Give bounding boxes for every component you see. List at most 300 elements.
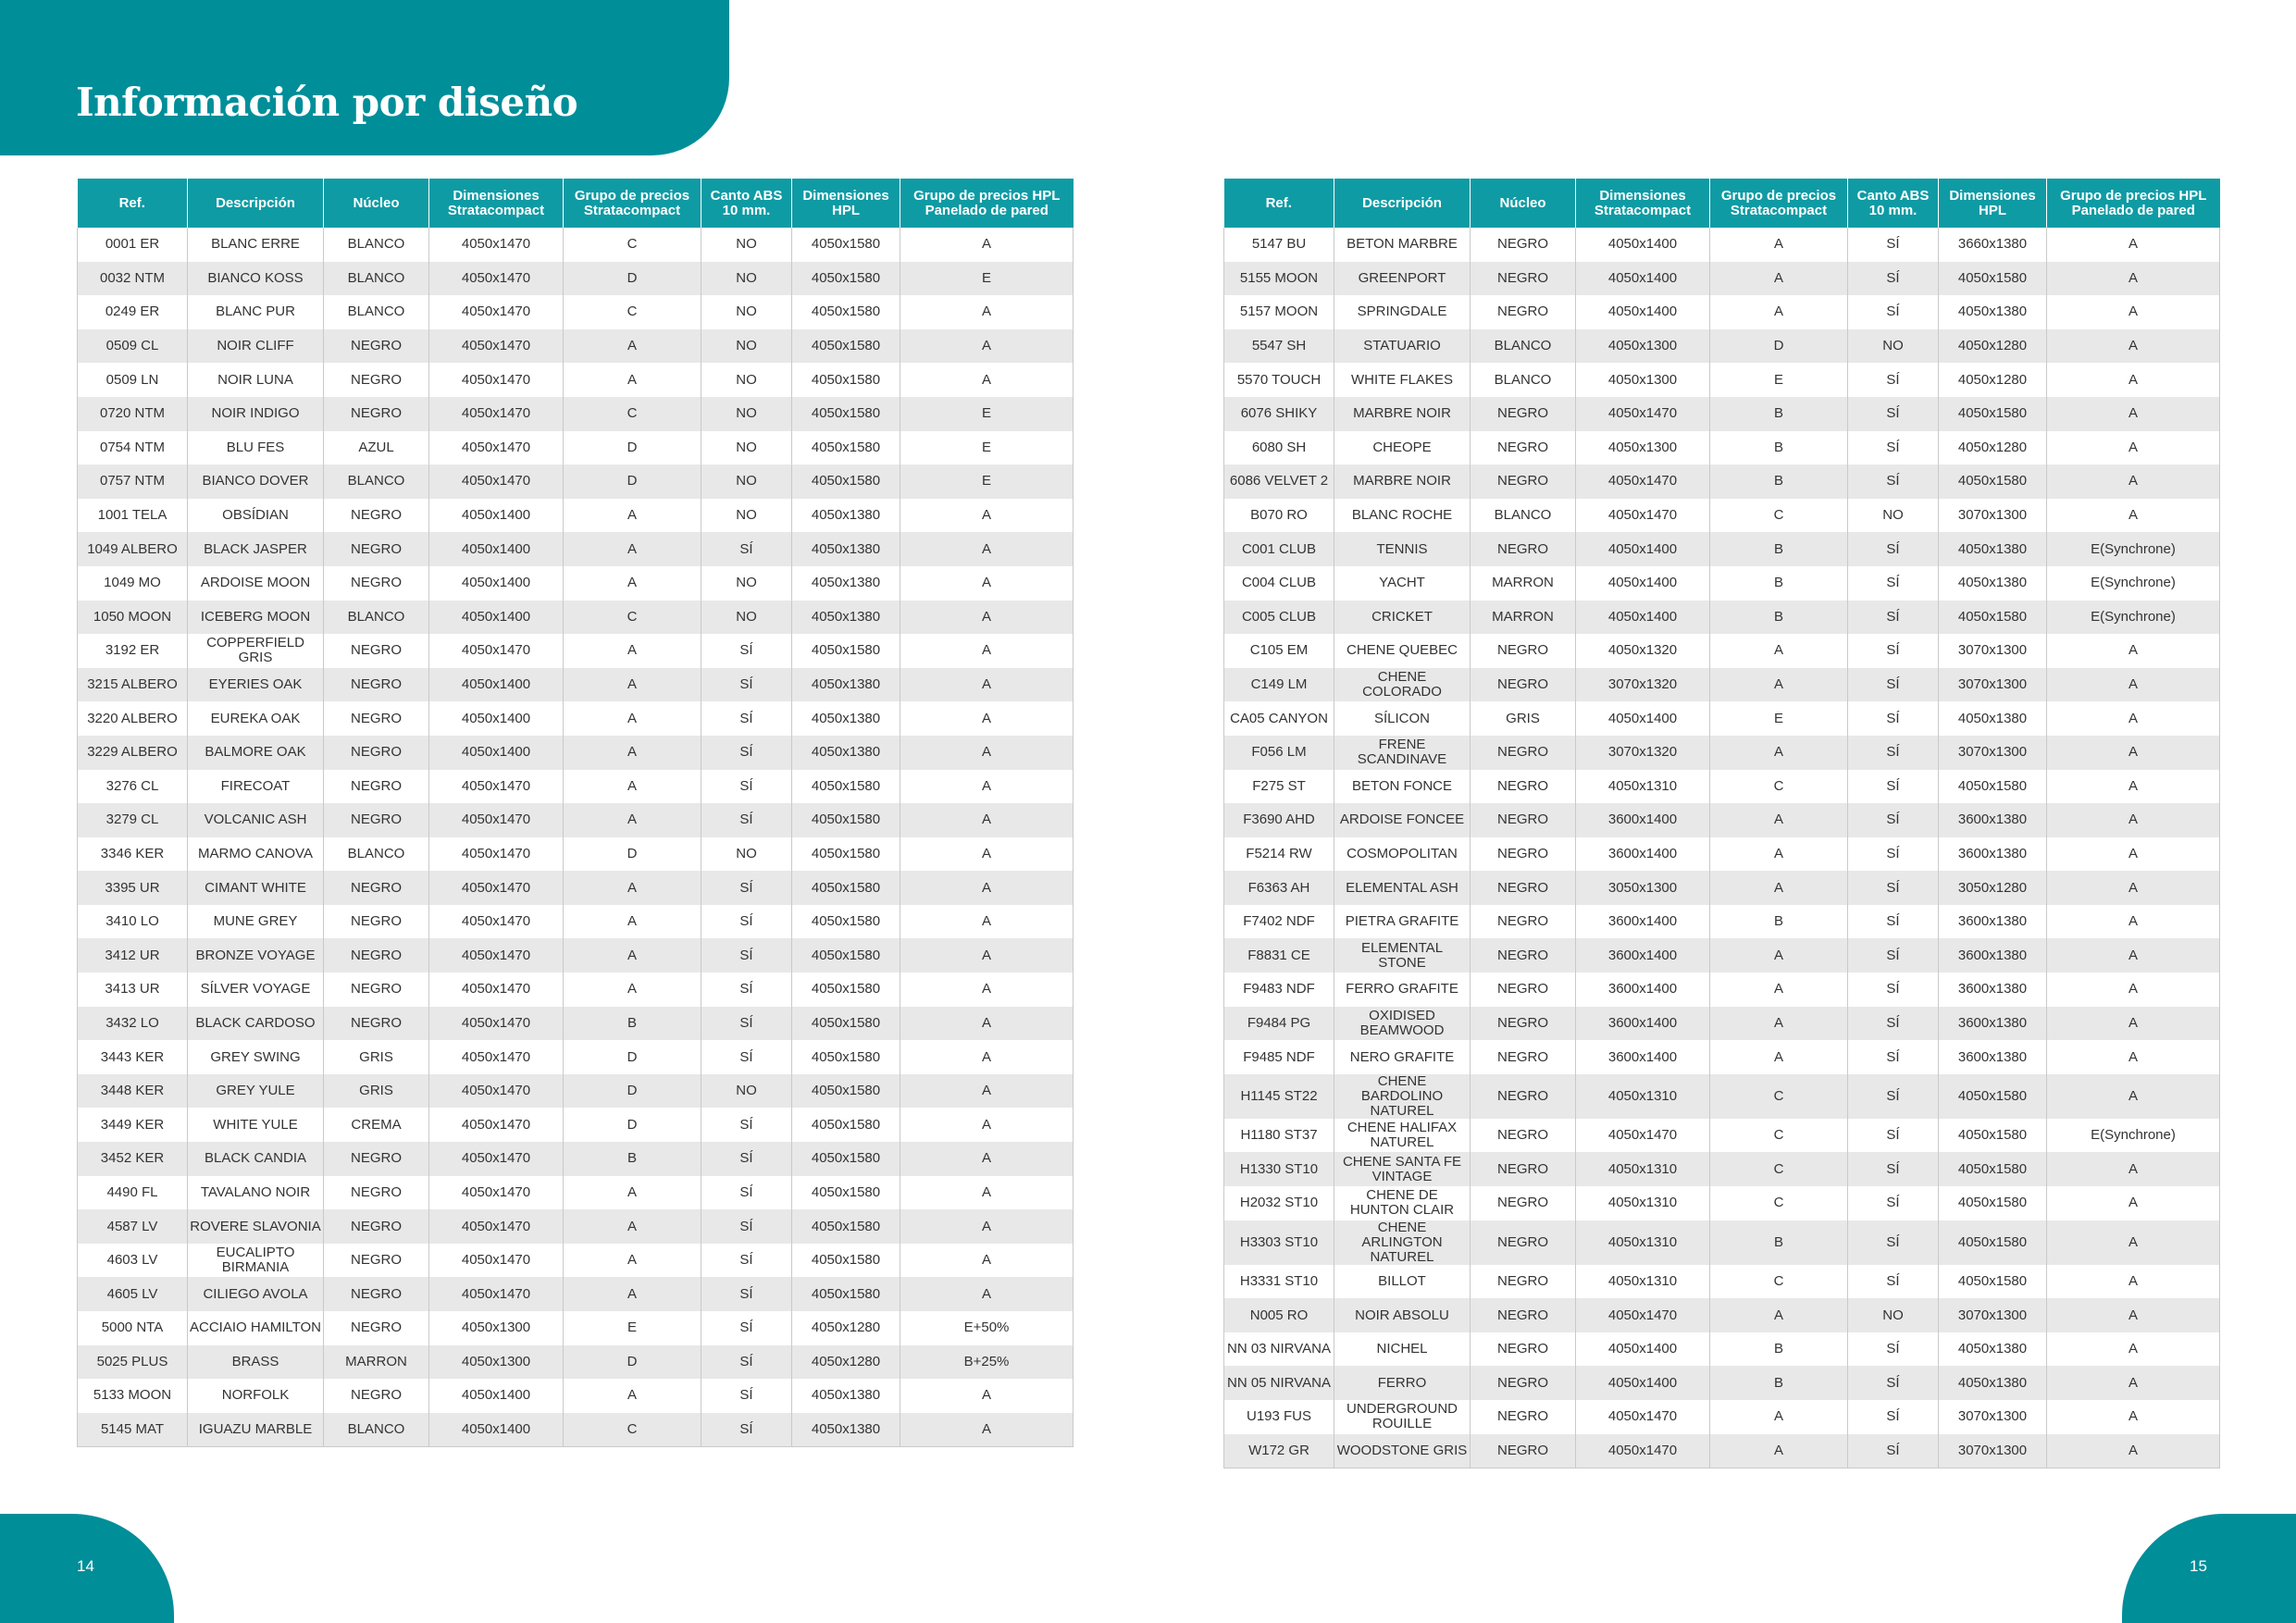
cell-nucleo: BLANCO [1471, 329, 1576, 364]
cell-dim-hpl: 4050x1380 [792, 701, 900, 736]
cell-dim-hpl: 4050x1580 [792, 803, 900, 837]
cell-canto-abs: SÍ [701, 634, 792, 668]
cell-precio-hpl: A [900, 770, 1074, 804]
cell-precio-hpl: E(Synchrone) [2047, 566, 2220, 601]
cell-canto-abs: SÍ [701, 1345, 792, 1380]
table-row [78, 1311, 1074, 1345]
cell-precio-stratacompact: A [1710, 668, 1848, 702]
cell-dim-stratacompact: 4050x1470 [1576, 1298, 1710, 1332]
cell-dim-hpl: 4050x1580 [792, 1007, 900, 1041]
cell-ref: F5214 RW [1224, 837, 1334, 872]
cell-nucleo: NEGRO [1471, 1400, 1576, 1434]
cell-descripcion: ICEBERG MOON [188, 601, 324, 635]
cell-precio-stratacompact: C [564, 295, 701, 329]
cell-canto-abs: SÍ [1848, 431, 1939, 465]
cell-canto-abs: SÍ [1848, 973, 1939, 1007]
cell-nucleo: MARRON [1471, 601, 1576, 635]
cell-dim-hpl: 3070x1300 [1939, 1298, 2047, 1332]
cell-canto-abs: NO [701, 465, 792, 499]
table-row [78, 905, 1074, 939]
cell-canto-abs: SÍ [701, 736, 792, 770]
cell-dim-hpl: 4050x1580 [1939, 770, 2047, 804]
cell-canto-abs: SÍ [701, 1379, 792, 1413]
cell-precio-stratacompact: D [564, 262, 701, 296]
cell-nucleo: NEGRO [324, 938, 429, 973]
cell-precio-stratacompact: D [564, 1108, 701, 1142]
cell-dim-stratacompact: 4050x1300 [429, 1345, 564, 1380]
table-row [78, 295, 1074, 329]
cell-precio-stratacompact: B [1710, 397, 1848, 431]
cell-ref: 5155 MOON [1224, 262, 1334, 296]
cell-descripcion: CHENE HALIFAX NATUREL [1334, 1119, 1471, 1153]
cell-ref: 3395 UR [78, 871, 188, 905]
cell-descripcion: MUNE GREY [188, 905, 324, 939]
cell-precio-hpl: A [2047, 837, 2220, 872]
cell-dim-hpl: 4050x1280 [792, 1345, 900, 1380]
cell-nucleo: NEGRO [1471, 1332, 1576, 1367]
cell-precio-stratacompact: B [1710, 1366, 1848, 1400]
cell-nucleo: AZUL [324, 431, 429, 465]
table-row [78, 1345, 1074, 1380]
cell-dim-hpl: 3660x1380 [1939, 228, 2047, 262]
cell-descripcion: CHENE COLORADO [1334, 668, 1471, 702]
cell-ref: 0757 NTM [78, 465, 188, 499]
cell-precio-hpl: A [900, 1108, 1074, 1142]
cell-ref: 3443 KER [78, 1040, 188, 1074]
table-row [1224, 329, 2220, 364]
cell-descripcion: MARMO CANOVA [188, 837, 324, 872]
cell-precio-hpl: A [900, 295, 1074, 329]
cell-ref: 4587 LV [78, 1209, 188, 1244]
table-row [78, 634, 1074, 668]
cell-precio-stratacompact: E [564, 1311, 701, 1345]
cell-nucleo: BLANCO [324, 262, 429, 296]
cell-dim-stratacompact: 3600x1400 [1576, 1007, 1710, 1041]
cell-descripcion: EUCALIPTO BIRMANIA [188, 1244, 324, 1278]
cell-ref: 3452 KER [78, 1142, 188, 1176]
cell-dim-hpl: 4050x1580 [1939, 262, 2047, 296]
cell-descripcion: BLANC PUR [188, 295, 324, 329]
cell-ref: 3346 KER [78, 837, 188, 872]
cell-ref: H1180 ST37 [1224, 1119, 1334, 1153]
cell-descripcion: CHENE ARLINGTON NATUREL [1334, 1220, 1471, 1265]
cell-precio-stratacompact: A [1710, 736, 1848, 770]
cell-dim-stratacompact: 4050x1470 [429, 1007, 564, 1041]
cell-dim-hpl: 4050x1380 [1939, 701, 2047, 736]
cell-precio-hpl: A [2047, 770, 2220, 804]
cell-precio-hpl: A [2047, 262, 2220, 296]
cell-ref: 3215 ALBERO [78, 668, 188, 702]
table-row [78, 871, 1074, 905]
table-row [1224, 1152, 2220, 1186]
cell-ref: H1145 ST22 [1224, 1074, 1334, 1119]
cell-descripcion: ROVERE SLAVONIA [188, 1209, 324, 1244]
cell-descripcion: MARBRE NOIR [1334, 397, 1471, 431]
table-row [1224, 803, 2220, 837]
cell-ref: H2032 ST10 [1224, 1186, 1334, 1220]
cell-precio-stratacompact: A [1710, 634, 1848, 668]
cell-dim-hpl: 3070x1300 [1939, 499, 2047, 533]
table-row [1224, 1040, 2220, 1074]
cell-descripcion: BLU FES [188, 431, 324, 465]
cell-precio-stratacompact: C [564, 1413, 701, 1447]
cell-dim-hpl: 4050x1580 [792, 837, 900, 872]
cell-nucleo: NEGRO [1471, 770, 1576, 804]
cell-descripcion: BLANC ERRE [188, 228, 324, 262]
cell-ref: NN 03 NIRVANA [1224, 1332, 1334, 1367]
cell-canto-abs: NO [701, 601, 792, 635]
cell-canto-abs: SÍ [701, 803, 792, 837]
table-row [78, 566, 1074, 601]
cell-precio-hpl: A [900, 871, 1074, 905]
cell-dim-hpl: 4050x1280 [1939, 363, 2047, 397]
table-row [78, 1074, 1074, 1109]
cell-dim-stratacompact: 4050x1310 [1576, 1074, 1710, 1119]
cell-precio-hpl: E [900, 431, 1074, 465]
cell-dim-hpl: 4050x1580 [792, 1244, 900, 1278]
cell-ref: C001 CLUB [1224, 532, 1334, 566]
cell-precio-stratacompact: A [1710, 1298, 1848, 1332]
cell-precio-stratacompact: A [1710, 262, 1848, 296]
cell-dim-stratacompact: 4050x1470 [429, 1142, 564, 1176]
cell-precio-hpl: A [2047, 1152, 2220, 1186]
cell-precio-hpl: E(Synchrone) [2047, 1119, 2220, 1153]
cell-precio-stratacompact: A [564, 1277, 701, 1311]
cell-canto-abs: SÍ [701, 871, 792, 905]
cell-canto-abs: SÍ [701, 1311, 792, 1345]
table-row [78, 1209, 1074, 1244]
cell-dim-hpl: 4050x1580 [792, 973, 900, 1007]
col-header-descripcion: Descripción [188, 179, 324, 228]
cell-ref: 4605 LV [78, 1277, 188, 1311]
cell-dim-stratacompact: 4050x1470 [429, 938, 564, 973]
cell-precio-stratacompact: A [564, 905, 701, 939]
cell-ref: F8831 CE [1224, 938, 1334, 973]
cell-precio-stratacompact: A [564, 363, 701, 397]
cell-dim-stratacompact: 3600x1400 [1576, 837, 1710, 872]
cell-precio-stratacompact: A [564, 668, 701, 702]
table-row [78, 668, 1074, 702]
cell-precio-hpl: A [2047, 701, 2220, 736]
cell-dim-stratacompact: 4050x1320 [1576, 634, 1710, 668]
cell-canto-abs: SÍ [701, 1277, 792, 1311]
cell-nucleo: NEGRO [324, 1311, 429, 1345]
design-table-left [77, 179, 1074, 1447]
table-row [1224, 1298, 2220, 1332]
cell-precio-stratacompact: A [564, 701, 701, 736]
cell-nucleo: NEGRO [1471, 1186, 1576, 1220]
cell-canto-abs: SÍ [1848, 1366, 1939, 1400]
cell-descripcion: BIANCO DOVER [188, 465, 324, 499]
cell-ref: F7402 NDF [1224, 905, 1334, 939]
table-row [1224, 363, 2220, 397]
cell-descripcion: NOIR ABSOLU [1334, 1298, 1471, 1332]
cell-precio-hpl: A [900, 566, 1074, 601]
table-row [1224, 1265, 2220, 1299]
cell-ref: 0001 ER [78, 228, 188, 262]
cell-descripcion: CRICKET [1334, 601, 1471, 635]
cell-dim-hpl: 4050x1280 [1939, 431, 2047, 465]
cell-precio-hpl: A [2047, 1007, 2220, 1041]
cell-ref: 5157 MOON [1224, 295, 1334, 329]
cell-dim-hpl: 4050x1580 [792, 228, 900, 262]
design-table-right [1223, 179, 2220, 1468]
cell-nucleo: NEGRO [324, 770, 429, 804]
cell-descripcion: PIETRA GRAFITE [1334, 905, 1471, 939]
cell-canto-abs: NO [701, 228, 792, 262]
page-number-left: 14 [77, 1557, 94, 1575]
cell-dim-stratacompact: 3600x1400 [1576, 1040, 1710, 1074]
cell-dim-hpl: 4050x1580 [792, 431, 900, 465]
cell-descripcion: BLACK JASPER [188, 532, 324, 566]
cell-precio-hpl: E+50% [900, 1311, 1074, 1345]
cell-ref: F9483 NDF [1224, 973, 1334, 1007]
header-banner [0, 0, 729, 155]
cell-dim-hpl: 3600x1380 [1939, 1040, 2047, 1074]
cell-precio-stratacompact: A [564, 736, 701, 770]
cell-ref: 3413 UR [78, 973, 188, 1007]
cell-canto-abs: SÍ [1848, 1434, 1939, 1468]
cell-dim-stratacompact: 4050x1470 [1576, 465, 1710, 499]
cell-descripcion: WHITE YULE [188, 1108, 324, 1142]
cell-dim-hpl: 4050x1580 [1939, 1074, 2047, 1119]
col-header-dim-stratacompact: Dimensiones Stratacompact [429, 179, 564, 228]
cell-nucleo: NEGRO [1471, 431, 1576, 465]
cell-dim-hpl: 4050x1580 [1939, 1220, 2047, 1265]
cell-descripcion: BLACK CANDIA [188, 1142, 324, 1176]
cell-canto-abs: SÍ [701, 668, 792, 702]
cell-ref: 0249 ER [78, 295, 188, 329]
cell-precio-stratacompact: D [564, 1345, 701, 1380]
cell-precio-hpl: A [2047, 295, 2220, 329]
cell-dim-stratacompact: 4050x1300 [1576, 363, 1710, 397]
cell-precio-stratacompact: A [564, 634, 701, 668]
cell-nucleo: NEGRO [324, 499, 429, 533]
cell-precio-stratacompact: B [1710, 431, 1848, 465]
cell-precio-hpl: A [900, 701, 1074, 736]
cell-nucleo: NEGRO [324, 871, 429, 905]
cell-ref: 5570 TOUCH [1224, 363, 1334, 397]
cell-nucleo: NEGRO [324, 1209, 429, 1244]
cell-nucleo: NEGRO [1471, 295, 1576, 329]
cell-dim-hpl: 4050x1580 [792, 770, 900, 804]
cell-canto-abs: SÍ [701, 1244, 792, 1278]
cell-descripcion: TENNIS [1334, 532, 1471, 566]
cell-precio-stratacompact: A [1710, 295, 1848, 329]
cell-ref: H1330 ST10 [1224, 1152, 1334, 1186]
cell-canto-abs: NO [701, 397, 792, 431]
cell-dim-hpl: 4050x1380 [792, 566, 900, 601]
table-row [1224, 431, 2220, 465]
table-row [1224, 1434, 2220, 1468]
cell-precio-hpl: A [900, 1142, 1074, 1176]
cell-nucleo: NEGRO [1471, 736, 1576, 770]
cell-canto-abs: SÍ [701, 770, 792, 804]
cell-nucleo: NEGRO [324, 905, 429, 939]
cell-precio-stratacompact: B [1710, 1220, 1848, 1265]
cell-dim-stratacompact: 4050x1310 [1576, 1186, 1710, 1220]
cell-precio-stratacompact: A [564, 973, 701, 1007]
cell-nucleo: NEGRO [324, 973, 429, 1007]
page-title: Información por diseño [76, 80, 578, 125]
table-row [1224, 871, 2220, 905]
cell-dim-stratacompact: 4050x1470 [1576, 499, 1710, 533]
cell-nucleo: NEGRO [324, 532, 429, 566]
table-row [78, 1176, 1074, 1210]
table-row [1224, 770, 2220, 804]
cell-descripcion: GREENPORT [1334, 262, 1471, 296]
table-row [78, 938, 1074, 973]
cell-dim-stratacompact: 4050x1470 [1576, 397, 1710, 431]
cell-ref: F3690 AHD [1224, 803, 1334, 837]
cell-descripcion: FIRECOAT [188, 770, 324, 804]
table-row [1224, 1220, 2220, 1265]
cell-precio-hpl: A [2047, 1434, 2220, 1468]
cell-precio-hpl: A [2047, 736, 2220, 770]
cell-precio-stratacompact: C [1710, 1265, 1848, 1299]
cell-canto-abs: SÍ [1848, 1400, 1939, 1434]
cell-descripcion: IGUAZU MARBLE [188, 1413, 324, 1447]
col-header-precio-stratacompact: Grupo de precios Stratacompact [1710, 179, 1848, 228]
table-row [1224, 566, 2220, 601]
cell-precio-hpl: A [2047, 668, 2220, 702]
cell-canto-abs: SÍ [1848, 1007, 1939, 1041]
table-row [78, 329, 1074, 364]
cell-dim-hpl: 3600x1380 [1939, 973, 2047, 1007]
cell-dim-hpl: 4050x1380 [792, 499, 900, 533]
cell-dim-hpl: 4050x1380 [1939, 566, 2047, 601]
cell-dim-stratacompact: 4050x1470 [429, 262, 564, 296]
cell-nucleo: NEGRO [1471, 532, 1576, 566]
cell-ref: 4603 LV [78, 1244, 188, 1278]
cell-nucleo: NEGRO [1471, 1366, 1576, 1400]
table-row [1224, 465, 2220, 499]
cell-ref: 6086 VELVET 2 [1224, 465, 1334, 499]
cell-dim-stratacompact: 4050x1310 [1576, 1265, 1710, 1299]
cell-nucleo: BLANCO [324, 295, 429, 329]
cell-dim-hpl: 4050x1580 [792, 871, 900, 905]
cell-dim-hpl: 4050x1580 [792, 1209, 900, 1244]
cell-dim-hpl: 4050x1380 [792, 1413, 900, 1447]
cell-canto-abs: NO [701, 1074, 792, 1109]
cell-descripcion: ELEMENTAL STONE [1334, 938, 1471, 973]
cell-precio-hpl: A [900, 837, 1074, 872]
cell-nucleo: NEGRO [324, 1142, 429, 1176]
cell-descripcion: ELEMENTAL ASH [1334, 871, 1471, 905]
cell-dim-hpl: 3070x1300 [1939, 634, 2047, 668]
cell-descripcion: WOODSTONE GRIS [1334, 1434, 1471, 1468]
cell-precio-hpl: A [900, 905, 1074, 939]
table-row [78, 431, 1074, 465]
cell-precio-hpl: A [2047, 871, 2220, 905]
cell-dim-hpl: 4050x1580 [792, 1142, 900, 1176]
cell-ref: F9484 PG [1224, 1007, 1334, 1041]
cell-canto-abs: SÍ [1848, 295, 1939, 329]
table-row [1224, 905, 2220, 939]
cell-descripcion: VOLCANIC ASH [188, 803, 324, 837]
cell-nucleo: BLANCO [1471, 363, 1576, 397]
cell-precio-stratacompact: A [564, 871, 701, 905]
cell-precio-stratacompact: A [564, 803, 701, 837]
cell-nucleo: NEGRO [324, 1277, 429, 1311]
table-row [78, 262, 1074, 296]
col-header-canto-abs: Canto ABS 10 mm. [701, 179, 792, 228]
cell-precio-stratacompact: A [1710, 803, 1848, 837]
table-row [78, 770, 1074, 804]
cell-descripcion: MARBRE NOIR [1334, 465, 1471, 499]
cell-descripcion: CHENE SANTA FE VINTAGE [1334, 1152, 1471, 1186]
cell-ref: 5025 PLUS [78, 1345, 188, 1380]
cell-precio-stratacompact: A [1710, 837, 1848, 872]
cell-nucleo: NEGRO [1471, 837, 1576, 872]
table-row [78, 1244, 1074, 1278]
cell-ref: 1050 MOON [78, 601, 188, 635]
cell-dim-stratacompact: 4050x1310 [1576, 1220, 1710, 1265]
col-header-precio-hpl: Grupo de precios HPL Panelado de pared [2047, 179, 2220, 228]
cell-dim-stratacompact: 4050x1400 [429, 601, 564, 635]
cell-descripcion: CILIEGO AVOLA [188, 1277, 324, 1311]
cell-dim-hpl: 4050x1380 [792, 1379, 900, 1413]
cell-dim-hpl: 4050x1280 [792, 1311, 900, 1345]
cell-nucleo: NEGRO [324, 1007, 429, 1041]
cell-descripcion: NICHEL [1334, 1332, 1471, 1367]
table-row [1224, 1332, 2220, 1367]
cell-canto-abs: SÍ [1848, 701, 1939, 736]
cell-ref: B070 RO [1224, 499, 1334, 533]
cell-nucleo: NEGRO [324, 668, 429, 702]
cell-dim-stratacompact: 4050x1470 [429, 1209, 564, 1244]
cell-dim-stratacompact: 4050x1470 [1576, 1400, 1710, 1434]
table-row [1224, 1074, 2220, 1119]
cell-nucleo: NEGRO [1471, 1265, 1576, 1299]
cell-precio-hpl: A [900, 532, 1074, 566]
table-row [1224, 634, 2220, 668]
cell-ref: 6076 SHIKY [1224, 397, 1334, 431]
cell-dim-stratacompact: 4050x1470 [429, 803, 564, 837]
cell-ref: 5147 BU [1224, 228, 1334, 262]
footer-tab-right [2122, 1514, 2296, 1623]
cell-descripcion: NOIR CLIFF [188, 329, 324, 364]
cell-descripcion: OBSÍDIAN [188, 499, 324, 533]
cell-ref: U193 FUS [1224, 1400, 1334, 1434]
cell-descripcion: ARDOISE MOON [188, 566, 324, 601]
table-row [78, 1413, 1074, 1447]
cell-precio-hpl: A [2047, 1040, 2220, 1074]
col-header-dim-hpl: Dimensiones HPL [792, 179, 900, 228]
table-row [1224, 668, 2220, 702]
table-row [1224, 499, 2220, 533]
cell-nucleo: NEGRO [1471, 262, 1576, 296]
cell-precio-hpl: A [900, 668, 1074, 702]
cell-nucleo: NEGRO [1471, 905, 1576, 939]
cell-dim-hpl: 3070x1300 [1939, 736, 2047, 770]
cell-nucleo: BLANCO [324, 1413, 429, 1447]
cell-dim-hpl: 3600x1380 [1939, 837, 2047, 872]
cell-nucleo: NEGRO [1471, 1152, 1576, 1186]
cell-nucleo: BLANCO [324, 837, 429, 872]
cell-precio-hpl: B+25% [900, 1345, 1074, 1380]
cell-canto-abs: NO [701, 837, 792, 872]
cell-precio-stratacompact: A [564, 1379, 701, 1413]
cell-ref: F275 ST [1224, 770, 1334, 804]
cell-canto-abs: NO [701, 295, 792, 329]
table-row [78, 228, 1074, 262]
cell-dim-stratacompact: 4050x1400 [1576, 1366, 1710, 1400]
cell-dim-hpl: 3600x1380 [1939, 938, 2047, 973]
cell-dim-stratacompact: 4050x1470 [429, 905, 564, 939]
col-header-ref: Ref. [78, 179, 188, 228]
cell-nucleo: NEGRO [1471, 871, 1576, 905]
